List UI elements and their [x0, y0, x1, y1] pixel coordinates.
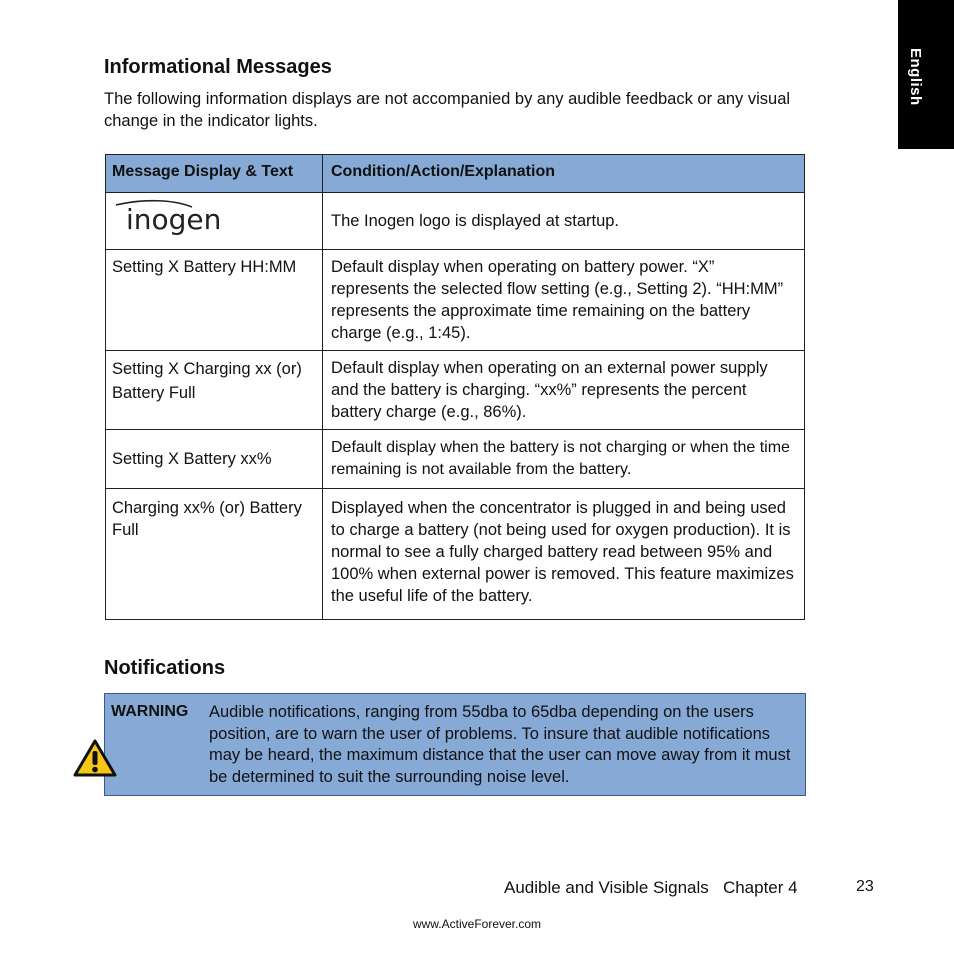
inogen-logo	[112, 197, 232, 239]
language-tab-label: English	[907, 48, 924, 106]
messages-table	[105, 154, 805, 620]
warning-label: WARNING	[111, 703, 189, 720]
section-heading-informational: Informational Messages	[104, 56, 332, 78]
table-cell: Setting X Battery xx%	[106, 430, 323, 489]
logo-wordmark: inogen	[126, 203, 222, 236]
warning-box	[104, 693, 806, 796]
page-number: 23	[856, 878, 874, 895]
logo-cell	[106, 193, 323, 250]
column-header-display: Message Display & Text	[106, 155, 323, 193]
table-row	[106, 430, 805, 489]
footer-chapter: Audible and Visible Signals Chapter 4	[504, 878, 798, 897]
table-cell: Setting X Battery HH:MM	[106, 250, 323, 351]
warning-triangle-icon	[72, 738, 118, 783]
footer-url: www.ActiveForever.com	[412, 917, 542, 931]
language-tab	[898, 0, 954, 149]
table-cell: Default display when operating on battery power. “X” represents the selected flow setting (e.g., Setting 2). “HH:MM” represents the approximate time remaining on the battery charge (e.g., 1:45).	[323, 250, 805, 351]
table-row	[106, 193, 805, 250]
intro-paragraph: The following information displays are not accompanied by any audible feedback or any visual change in the indicator lights.	[104, 90, 791, 130]
table-row	[106, 489, 805, 620]
column-header-explanation: Condition/Action/Explanation	[323, 155, 805, 193]
table-cell: The Inogen logo is displayed at startup.	[323, 193, 805, 250]
table-cell: Displayed when the concentrator is plugged in and being used to charge a battery (not being used for oxygen production). It is normal to see a fully charged battery read between 95% and 100% when external power is removed. This feature maximizes the useful life of the battery.	[323, 489, 805, 620]
table-cell: Default display when the battery is not charging or when the time remaining is not available from the battery.	[323, 430, 805, 489]
table-cell: Setting X Charging xx (or) Battery Full	[106, 351, 323, 430]
warning-text: Audible notifications, ranging from 55dba to 65dba depending on the users position, are to warn the user of problems. To insure that audible notifications may be heard, the maximum distance that the user can move away from it must be determined to suit the surrounding noise level.	[209, 703, 791, 786]
table-row	[106, 250, 805, 351]
section-heading-notifications: Notifications	[104, 657, 226, 679]
table-cell: Default display when operating on an external power supply and the battery is charging. “xx%” represents the percent battery charge (e.g., 86%).	[323, 351, 805, 430]
table-row	[106, 351, 805, 430]
table-cell: Charging xx% (or) Battery Full	[106, 489, 323, 620]
table-header-row	[106, 155, 805, 193]
